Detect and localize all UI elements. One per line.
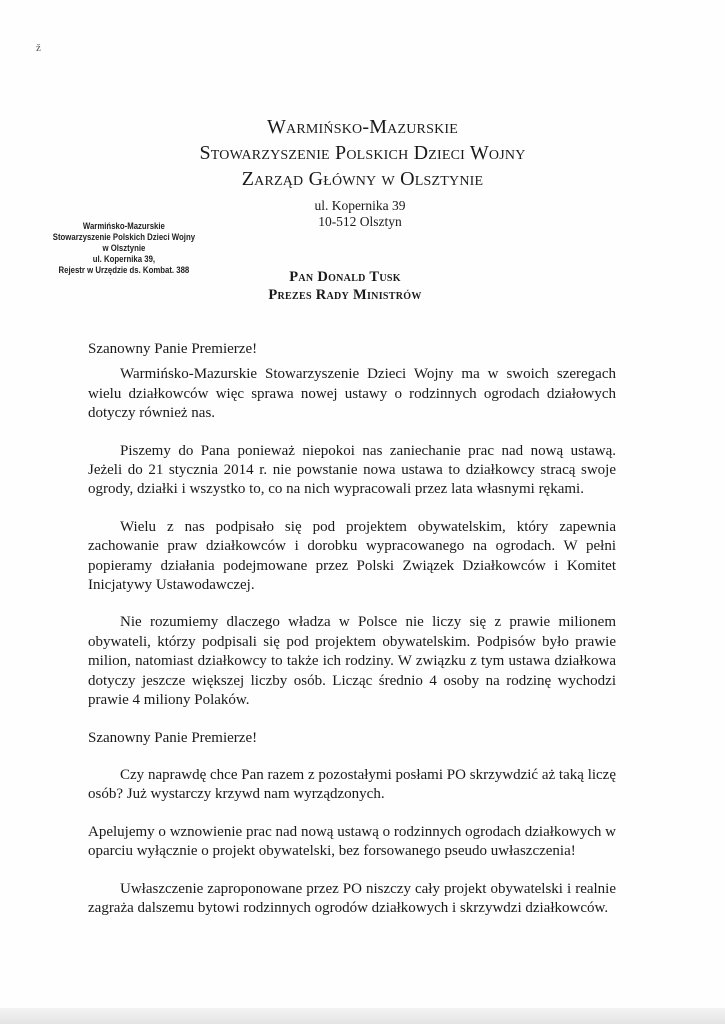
letter-body xyxy=(88,340,616,936)
stamp-line-4: ul. Kopernika 39, xyxy=(92,254,156,265)
stamp-line-3: w Olsztynie xyxy=(102,243,146,254)
address-city: 10-512 Olsztyn xyxy=(318,214,402,229)
stamp-line-1: Warmińsko-Mazurskie xyxy=(82,221,165,232)
scan-edge xyxy=(0,1008,725,1024)
paragraph-1: Warmińsko-Mazurskie Stowarzyszenie Dzieci Wojny ma w swoich szeregach wielu działkowców więc sprawa nowej ustawy o rodzinnych ogrodach działowych dotyczy również nas. xyxy=(88,366,616,422)
recipient-block xyxy=(0,268,690,304)
letterhead xyxy=(0,114,725,192)
letterhead-line-3: Zarząd Główny w Olsztynie xyxy=(241,168,484,190)
letterhead-line-1: Warmińsko-Mazurskie xyxy=(266,116,459,138)
salutation-2: Szanowny Panie Premierze! xyxy=(88,729,258,746)
paragraph-3: Wielu z nas podpisało się pod projektem obywatelskim, który zapewnia zachowanie praw działkowców i dorobku wypracowanego na ogrodach. W pełni popieramy działania podejmowane przez Polski Związek Działkowców i Komitet Inicjatywy Ustawodawczej. xyxy=(88,518,616,594)
recipient-title: Prezes Rady Ministrów xyxy=(268,287,422,303)
corner-mark: ž xyxy=(36,42,41,54)
sender-address xyxy=(240,198,480,230)
salutation-1: Szanowny Panie Premierze! xyxy=(88,341,258,357)
paragraph-4: Nie rozumiemy dlaczego władza w Polsce nie liczy się z prawie milionem obywateli, którzy podpisali się pod projektem obywatelskim. Podpisów było prawie milion, natomiast działkowcy to także ich rodziny. W związku z tym ustawa działkowa dotyczy jeszcze większej liczby osób. Licząc średnio 4 osoby na rodzinę wychodzi prawie 4 miliony Polaków. xyxy=(88,614,616,709)
paragraph-6: Apelujemy o wznowienie prac nad nową ustawą o rodzinnych ogrodach działkowych w oparciu wyłącznie o projekt obywatelski, bez forsowanego pseudo uwłaszczenia! xyxy=(88,823,616,860)
address-street: ul. Kopernika 39 xyxy=(314,198,406,213)
recipient-name: Pan Donald Tusk xyxy=(289,269,401,285)
stamp-line-2: Stowarzyszenie Polskich Dzieci Wojny xyxy=(52,232,196,243)
paragraph-7: Uwłaszczenie zaproponowane przez PO niszczy cały projekt obywatelski i realnie zagraża dalszemu bytowi rodzinnych ogrodów działkowych i skrzywdzi działkowców. xyxy=(88,880,616,916)
paragraph-2: Piszemy do Pana ponieważ niepokoi nas zaniechanie prac nad nową ustawą. Jeżeli do 21 stycznia 2014 r. nie powstanie nowa ustawa to działkowcy stracą swoje ogrody, działki i wszystko to, co na nich wypracowali przez lata własnymi rękami. xyxy=(88,442,616,498)
stamp-line-5: Rejestr w Urzędzie ds. Kombat. 388 xyxy=(58,265,190,276)
paragraph-5: Czy naprawdę chce Pan razem z pozostałymi posłami PO skrzywdzić aż taką liczę osób? Już wystarczy krzywd nam wyrządzonych. xyxy=(88,766,616,803)
letterhead-line-2: Stowarzyszenie Polskich Dzieci Wojny xyxy=(199,142,526,164)
